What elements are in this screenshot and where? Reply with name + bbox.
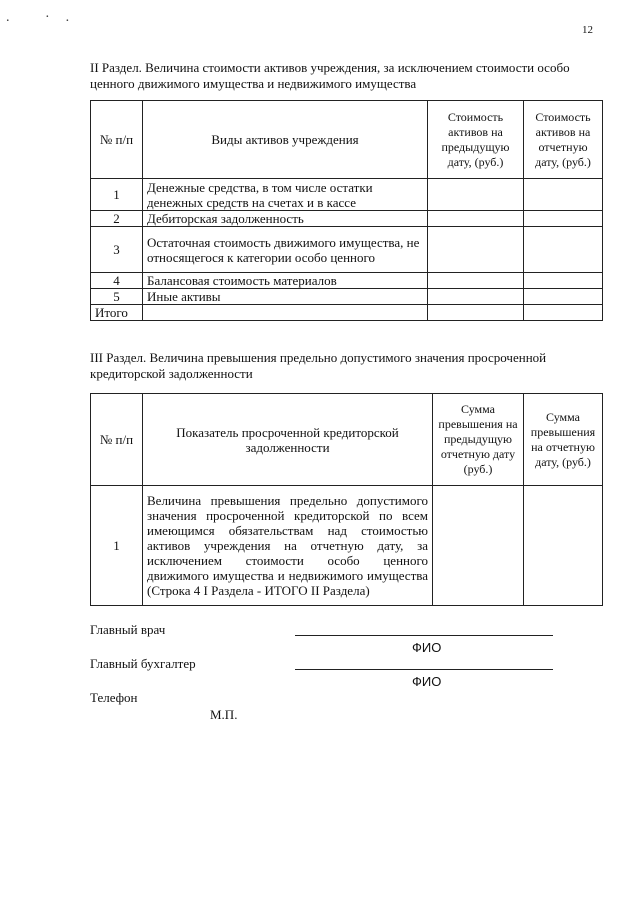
total-label: Итого — [91, 305, 143, 321]
chief-accountant-label: Главный бухгалтер — [90, 656, 196, 671]
row-num: 2 — [91, 211, 143, 227]
row-prev-value — [428, 179, 524, 211]
row-curr-value — [524, 273, 603, 289]
chief-doctor-label: Главный врач — [90, 622, 166, 637]
header-prev-sum: Сумма превышения на предыдущую отчетную дату (руб.) — [433, 394, 524, 486]
row-num: 1 — [91, 179, 143, 211]
row-prev-value — [428, 289, 524, 305]
row-asset-name: Иные активы — [143, 289, 428, 305]
scan-specks: . ·. — [6, 10, 86, 25]
signature-line — [295, 669, 553, 670]
phone-label: Телефон — [90, 690, 138, 705]
total-name — [143, 305, 428, 321]
row-asset-name: Денежные средства, в том числе остатки денежных средств на счетах и в кассе — [143, 179, 428, 211]
row-num: 5 — [91, 289, 143, 305]
row-curr-value — [524, 179, 603, 211]
row-prev-value — [428, 211, 524, 227]
table-total-row — [91, 305, 603, 321]
row-num: 3 — [91, 227, 143, 273]
row-num: 1 — [91, 486, 143, 606]
header-asset-kind: Виды активов учреждения — [143, 101, 428, 179]
table-row — [91, 289, 603, 305]
header-prev-value: Стоимость активов на предыдущую дату, (руб.) — [428, 101, 524, 179]
signature-line — [295, 635, 553, 636]
table-header-row — [91, 101, 603, 179]
row-num: 4 — [91, 273, 143, 289]
table-row — [91, 273, 603, 289]
row-curr-value — [524, 289, 603, 305]
header-curr-sum: Сумма превышения на отчетную дату, (руб.) — [524, 394, 603, 486]
table-row — [91, 227, 603, 273]
row-asset-name: Остаточная стоимость движимого имущества, не относящегося к категории особо ценного — [143, 227, 428, 273]
row-asset-name: Дебиторская задолженность — [143, 211, 428, 227]
section-2-title: II Раздел. Величина стоимости активов учреждения, за исключением стоимости особо ценного движимого имущества и недвижимого имущества — [90, 60, 570, 91]
total-curr-value — [524, 305, 603, 321]
header-num: № п/п — [91, 394, 143, 486]
table-header-row — [91, 394, 603, 486]
row-curr-sum — [524, 486, 603, 606]
fio-label: ФИО — [412, 640, 442, 655]
header-num: № п/п — [91, 101, 143, 179]
row-curr-value — [524, 227, 603, 273]
row-indicator-text: Величина превышения предельно допустимого значения просроченной кредиторской по всем имеющимся обязательствам над стоимостью активов учреждения на отчетную дату, за исключением стоимости особо ценного движимого имущества и недвижимого имущества (Строка 4 I Раздела - ИТОГО II Раздела) — [143, 486, 433, 606]
table-row — [91, 211, 603, 227]
total-prev-value — [428, 305, 524, 321]
row-curr-value — [524, 211, 603, 227]
overdue-debt-table — [90, 393, 603, 606]
header-curr-value: Стоимость активов на отчетную дату, (руб.) — [524, 101, 603, 179]
table-row — [91, 486, 603, 606]
stamp-label: М.П. — [210, 707, 238, 722]
header-indicator: Показатель просроченной кредиторской задолженности — [143, 394, 433, 486]
section-3-title: III Раздел. Величина превышения предельно допустимого значения просроченной кредиторской задолженности — [90, 350, 547, 381]
fio-label: ФИО — [412, 674, 442, 689]
row-prev-value — [428, 273, 524, 289]
assets-table — [90, 100, 603, 321]
row-asset-name: Балансовая стоимость материалов — [143, 273, 428, 289]
table-row — [91, 179, 603, 211]
page-number: 12 — [582, 24, 593, 36]
row-prev-sum — [433, 486, 524, 606]
row-prev-value — [428, 227, 524, 273]
